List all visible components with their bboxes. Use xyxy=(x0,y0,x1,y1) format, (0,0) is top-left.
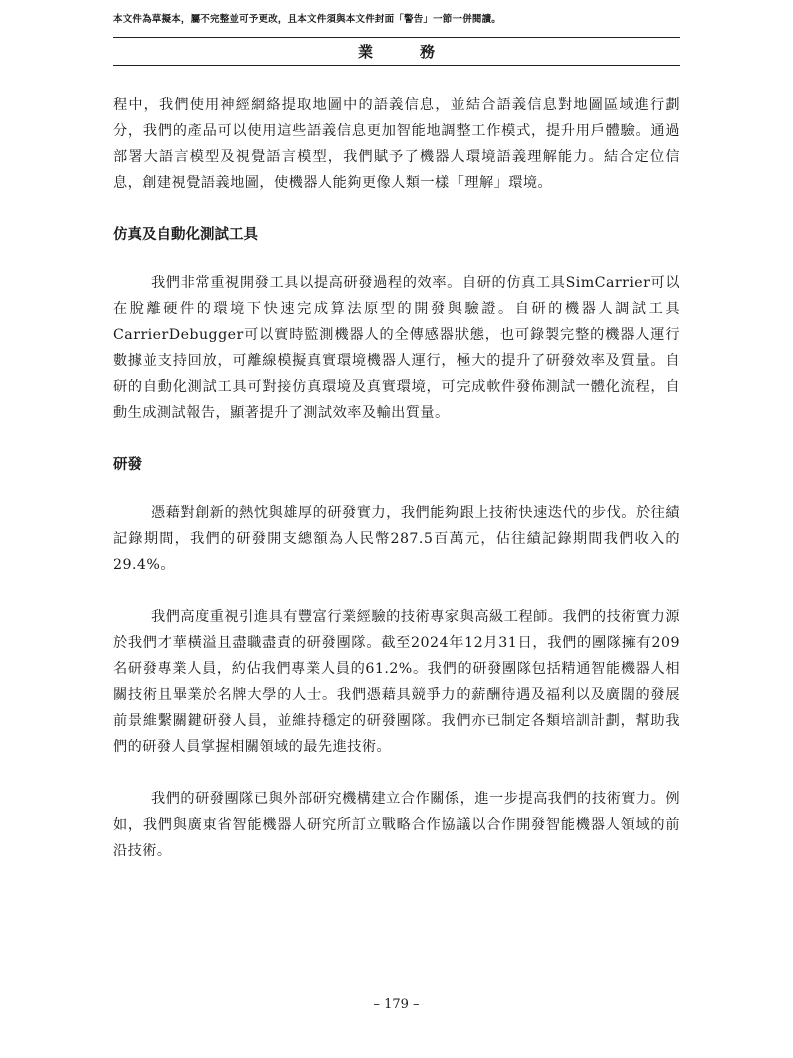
paragraph-rd-team: 我們高度重視引進具有豐富行業經驗的技術專家與高級工程師。我們的技術實力源於我們才華橫溢且盡職盡責的研發團隊。截至2024年12月31日，我們的團隊擁有209名研發專業人員，約佔我們專業人員的61.2%。我們的研發團隊包括精通智能機器人相關技術且畢業於名牌大學的人士。我們憑藉具競爭力的薪酬待遇及福利以及廣闊的發展前景維繫關鍵研發人員，並維持穩定的研發團隊。我們亦已制定各類培訓計劃，幫助我們的研發人員掌握相關領域的最先進技術。 xyxy=(113,609,680,755)
heading-simulation-testing-tools: 仿真及自動化測試工具 xyxy=(113,227,258,243)
paragraph-external-cooperation: 我們的研發團隊已與外部研究機構建立合作關係，進一步提高我們的技術實力。例如，我們與廣東省智能機器人研究所訂立戰略合作協議以合作開發智能機器人領域的前沿技術。 xyxy=(113,791,680,859)
paragraph-simulation-tools: 我們非常重視開發工具以提高研發過程的效率。自研的仿真工具SimCarrier可以在脫離硬件的環境下快速完成算法原型的開發與驗證。自研的機器人調試工具CarrierDebugger可以實時監測機器人的全傳感器狀態，也可錄製完整的機器人運行數據並支持回放，可離線模擬真實環境機器人運行，極大的提升了研發效率及質量。自研的自動化測試工具可對接仿真環境及真實環境，可完成軟件發佈測試一體化流程，自動生成測試報告，顯著提升了測試效率及輸出質量。 xyxy=(113,275,680,421)
page-body xyxy=(113,92,680,864)
heading-research-development: 研發 xyxy=(113,457,142,473)
header-bottom-rule xyxy=(113,65,680,66)
section-title: 業 務 xyxy=(357,43,451,61)
paragraph-rd-expenses: 憑藉對創新的熱忱與雄厚的研發實力，我們能夠跟上技術快速迭代的步伐。於往績記錄期間，我們的研發開支總額為人民幣287.5百萬元，佔往績記錄期間我們收入的29.4%。 xyxy=(113,505,680,573)
draft-disclaimer: 本文件為草擬本，屬不完整並可予更改，且本文件須與本文件封面「警告」一節一併閱讀。 xyxy=(113,14,502,25)
header-top-rule xyxy=(113,37,680,38)
paragraph-semantic-map: 程中，我們使用神經網絡提取地圖中的語義信息，並結合語義信息對地圖區域進行劃分，我們的產品可以使用這些語義信息更加智能地調整工作模式，提升用戶體驗。通過部署大語言模型及視覺語言模型，我們賦予了機器人環境語義理解能力。結合定位信息，創建視覺語義地圖，使機器人能夠更像人類一樣「理解」環境。 xyxy=(113,97,680,191)
page-number: – 179 – xyxy=(373,997,420,1012)
